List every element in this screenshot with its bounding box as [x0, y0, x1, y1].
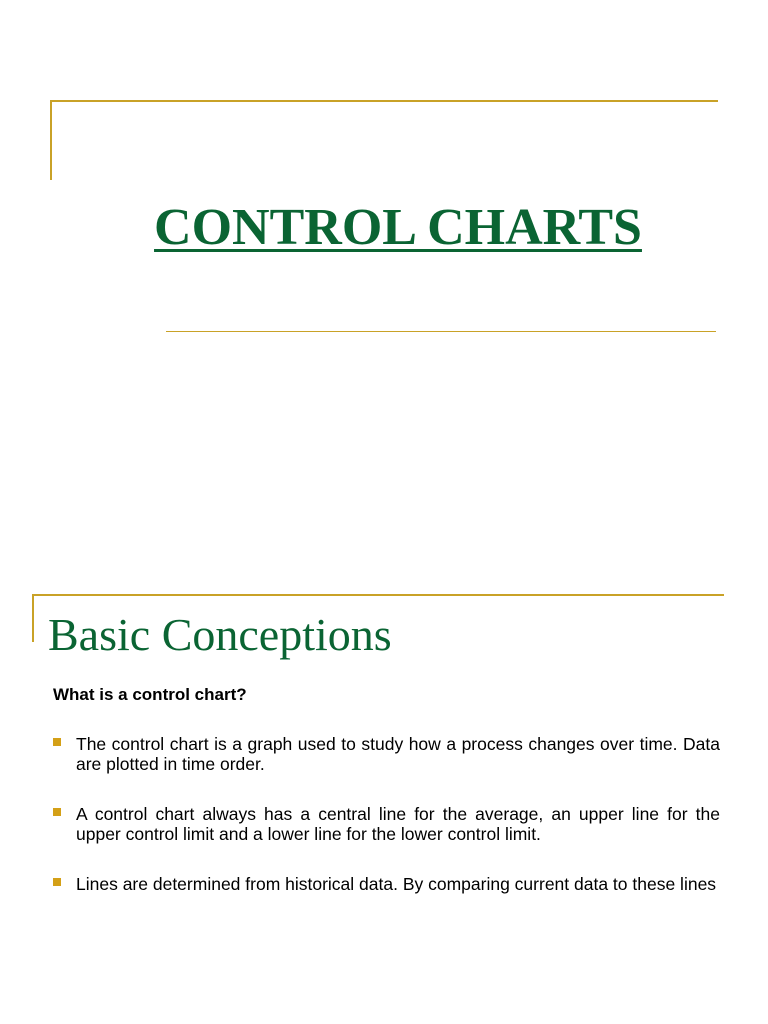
top-rule-horizontal	[32, 594, 724, 596]
top-rule-vertical	[50, 100, 52, 180]
bullet-list	[52, 734, 720, 924]
list-item	[52, 734, 720, 774]
list-item	[52, 874, 720, 894]
slide-title: CONTROL CHARTS	[154, 199, 642, 256]
top-rule-vertical	[32, 594, 34, 642]
content-slide	[0, 576, 768, 1024]
list-item	[52, 804, 720, 844]
square-bullet-icon	[53, 738, 61, 746]
bullet-text: A control chart always has a central line for the average, an upper line for the upper control limit and a lower line for the lower control limit.	[76, 804, 720, 844]
bullet-text: The control chart is a graph used to study how a process changes over time. Data are plotted in time order.	[76, 734, 720, 774]
square-bullet-icon	[53, 808, 61, 816]
square-bullet-icon	[53, 878, 61, 886]
subheading: What is a control chart?	[53, 685, 247, 704]
slide-title: Basic Conceptions	[48, 609, 392, 660]
bottom-rule-horizontal	[166, 331, 716, 332]
bullet-text: Lines are determined from historical data. By comparing current data to these lines	[76, 874, 717, 894]
top-rule-horizontal	[50, 100, 718, 102]
